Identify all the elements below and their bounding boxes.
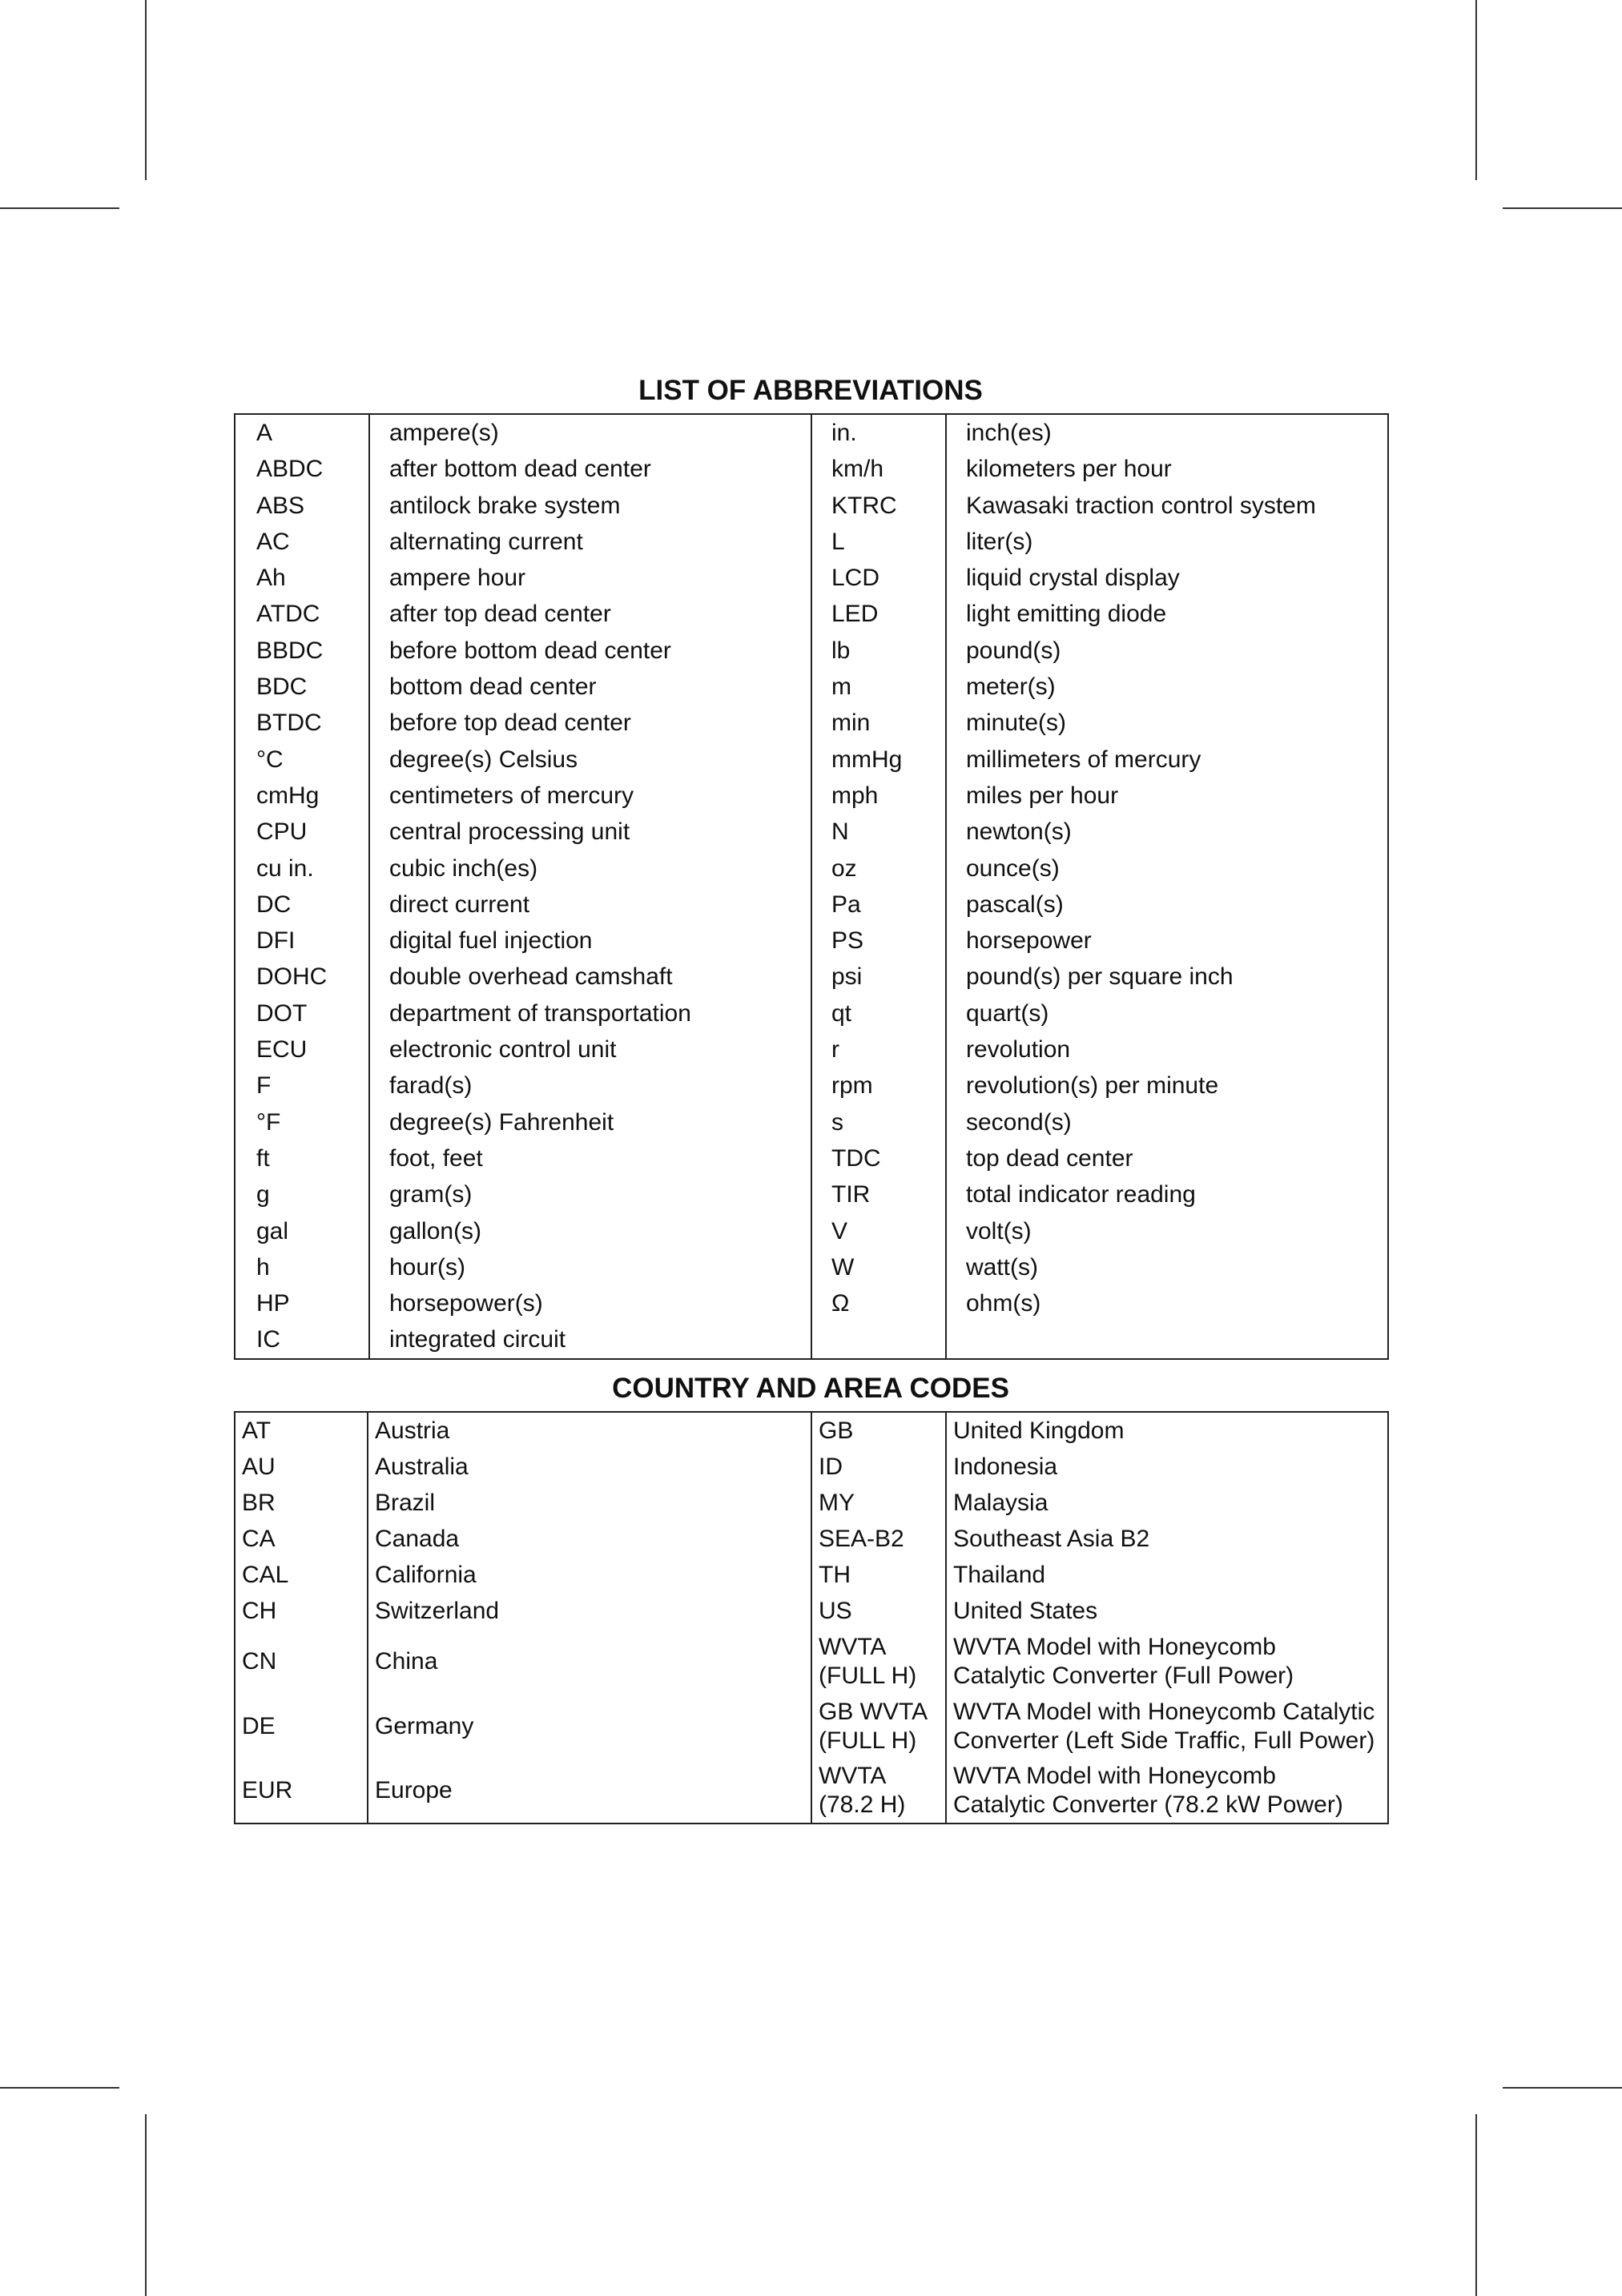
crop-mark xyxy=(1503,207,1622,209)
name-cell: Thailand xyxy=(946,1558,1388,1594)
abbreviation-cell: HP xyxy=(235,1285,369,1321)
abbreviation-cell: mmHg xyxy=(811,742,946,778)
definition-cell: before top dead center xyxy=(369,705,811,741)
name-cell: Austria xyxy=(368,1412,811,1449)
name-cell: China xyxy=(368,1630,811,1694)
crop-mark xyxy=(145,2114,147,2296)
abbreviation-cell: lb xyxy=(811,633,946,669)
name-cell: Brazil xyxy=(368,1485,811,1521)
table-row xyxy=(235,524,1388,560)
definition-cell: antilock brake system xyxy=(369,488,811,524)
definition-cell: top dead center xyxy=(966,1144,1133,1172)
code-cell: DE xyxy=(235,1694,368,1758)
table-row xyxy=(235,1630,1388,1694)
table-row xyxy=(235,596,1388,632)
definition-cell: pascal(s) xyxy=(966,891,1064,918)
code-cell: CAL xyxy=(235,1558,368,1594)
definition-cell: gram(s) xyxy=(369,1176,811,1212)
abbreviations-table xyxy=(234,413,1389,1360)
name-cell: Australia xyxy=(368,1449,811,1485)
definition-cell: total indicator reading xyxy=(966,1181,1196,1208)
table-row xyxy=(235,1104,1388,1140)
abbreviation-cell: mph xyxy=(811,778,946,814)
definition-cell: before bottom dead center xyxy=(369,633,811,669)
abbreviation-cell: DOHC xyxy=(235,959,369,995)
definition-cell: horsepower(s) xyxy=(369,1285,811,1321)
definition-cell: millimeters of mercury xyxy=(966,746,1201,773)
definition-cell: liter(s) xyxy=(966,528,1033,555)
crop-mark xyxy=(0,2087,119,2089)
table-row xyxy=(235,705,1388,741)
table-row xyxy=(235,814,1388,850)
definition-cell: Kawasaki traction control system xyxy=(966,492,1316,519)
abbreviation-cell: Ah xyxy=(235,560,369,596)
abbreviation-cell: V xyxy=(811,1213,946,1249)
code-cell: BR xyxy=(235,1485,368,1521)
name-cell: California xyxy=(368,1558,811,1594)
definition-cell: department of transportation xyxy=(369,995,811,1031)
table-row xyxy=(235,1522,1388,1558)
abbreviation-cell: AC xyxy=(235,524,369,560)
name-cell: Germany xyxy=(368,1694,811,1758)
table-row xyxy=(235,995,1388,1031)
abbreviation-cell: in. xyxy=(811,414,946,451)
code-cell: SEA-B2 xyxy=(811,1522,946,1558)
definition-cell: meter(s) xyxy=(966,674,1056,701)
code-cell: AT xyxy=(235,1412,368,1449)
name-cell: Canada xyxy=(368,1522,811,1558)
table-row xyxy=(235,850,1388,887)
abbreviation-cell: min xyxy=(811,705,946,741)
abbreviation-cell: h xyxy=(235,1249,369,1285)
definition-cell: miles per hour xyxy=(966,782,1119,809)
definition-cell: central processing unit xyxy=(369,814,811,850)
code-cell: CH xyxy=(235,1594,368,1630)
table-row xyxy=(235,1449,1388,1485)
definition-cell: ampere(s) xyxy=(369,414,811,451)
definition-cell: volt(s) xyxy=(966,1217,1032,1245)
code-cell: CA xyxy=(235,1522,368,1558)
country-codes-title: COUNTRY AND AREA CODES xyxy=(612,1373,1009,1404)
crop-mark xyxy=(1503,2087,1622,2089)
name-cell: Southeast Asia B2 xyxy=(946,1522,1388,1558)
abbreviation-cell: Ω xyxy=(811,1285,946,1321)
abbreviation-cell: °F xyxy=(235,1104,369,1140)
abbreviation-cell: rpm xyxy=(811,1068,946,1104)
definition-cell: pound(s) xyxy=(966,637,1061,664)
table-row xyxy=(235,1068,1388,1104)
definition-cell: centimeters of mercury xyxy=(369,778,811,814)
abbreviation-cell: ABS xyxy=(235,488,369,524)
table-row xyxy=(235,1213,1388,1249)
table-row xyxy=(235,923,1388,959)
abbreviation-cell: qt xyxy=(811,995,946,1031)
abbreviation-cell: IC xyxy=(235,1321,369,1358)
definition-cell: hour(s) xyxy=(369,1249,811,1285)
definition-cell: integrated circuit xyxy=(369,1321,811,1358)
abbreviation-cell: ABDC xyxy=(235,451,369,487)
table-row xyxy=(235,488,1388,524)
name-cell: Indonesia xyxy=(946,1449,1388,1485)
name-cell: WVTA Model with Honeycomb Catalytic Converter (Left Side Traffic, Full Power) xyxy=(946,1694,1388,1758)
definition-cell: after top dead center xyxy=(369,596,811,632)
abbreviation-cell: PS xyxy=(811,923,946,959)
code-cell: GB WVTA (FULL H) xyxy=(811,1694,946,1758)
definition-cell: direct current xyxy=(369,887,811,923)
abbreviation-cell: N xyxy=(811,814,946,850)
abbreviation-cell: °C xyxy=(235,742,369,778)
definition-cell: second(s) xyxy=(966,1108,1072,1136)
table-row xyxy=(235,1412,1388,1449)
table-row xyxy=(235,1285,1388,1321)
definition-cell: cubic inch(es) xyxy=(369,850,811,887)
definition-cell xyxy=(946,1321,1388,1358)
abbreviation-cell: BTDC xyxy=(235,705,369,741)
definition-cell: gallon(s) xyxy=(369,1213,811,1249)
definition-cell: liquid crystal display xyxy=(966,565,1180,592)
table-row xyxy=(235,742,1388,778)
table-row xyxy=(235,1485,1388,1521)
definition-cell: bottom dead center xyxy=(369,669,811,705)
name-cell: Switzerland xyxy=(368,1594,811,1630)
abbreviation-cell: km/h xyxy=(811,451,946,487)
definition-cell: quart(s) xyxy=(966,999,1049,1027)
abbreviation-cell: LED xyxy=(811,596,946,632)
abbreviation-cell: g xyxy=(235,1176,369,1212)
definition-cell: ampere hour xyxy=(369,560,811,596)
abbreviation-cell: psi xyxy=(811,959,946,995)
crop-mark xyxy=(1475,2114,1477,2296)
abbreviation-cell: gal xyxy=(235,1213,369,1249)
code-cell: MY xyxy=(811,1485,946,1521)
table-row xyxy=(235,1249,1388,1285)
abbreviation-cell: TIR xyxy=(811,1176,946,1212)
name-cell: Europe xyxy=(368,1759,811,1824)
definition-cell: degree(s) Celsius xyxy=(369,742,811,778)
abbreviation-cell: BDC xyxy=(235,669,369,705)
abbreviation-cell: DFI xyxy=(235,923,369,959)
abbreviation-cell: W xyxy=(811,1249,946,1285)
table-row xyxy=(235,633,1388,669)
abbreviation-cell: ATDC xyxy=(235,596,369,632)
abbreviation-cell: CPU xyxy=(235,814,369,850)
name-cell: WVTA Model with Honeycomb Catalytic Converter (78.2 kW Power) xyxy=(946,1759,1388,1824)
crop-mark xyxy=(0,207,119,209)
abbreviation-cell: r xyxy=(811,1031,946,1068)
abbreviation-cell: s xyxy=(811,1104,946,1140)
abbreviation-cell xyxy=(811,1321,946,1358)
code-cell: WVTA (78.2 H) xyxy=(811,1759,946,1824)
table-row xyxy=(235,414,1388,451)
abbreviation-cell: DOT xyxy=(235,995,369,1031)
abbreviation-cell: DC xyxy=(235,887,369,923)
abbreviations-title: LIST OF ABBREVIATIONS xyxy=(638,375,983,406)
table-row xyxy=(235,887,1388,923)
code-cell: ID xyxy=(811,1449,946,1485)
definition-cell: alternating current xyxy=(369,524,811,560)
definition-cell: digital fuel injection xyxy=(369,923,811,959)
code-cell: AU xyxy=(235,1449,368,1485)
abbreviation-cell: A xyxy=(235,414,369,451)
definition-cell: ohm(s) xyxy=(966,1290,1041,1317)
definition-cell: revolution xyxy=(966,1036,1071,1064)
table-row xyxy=(235,1140,1388,1176)
name-cell: United States xyxy=(946,1594,1388,1630)
table-row xyxy=(235,1558,1388,1594)
table-row xyxy=(235,959,1388,995)
definition-cell: pound(s) per square inch xyxy=(966,963,1234,991)
definition-cell: revolution(s) per minute xyxy=(966,1072,1219,1100)
abbreviation-cell: m xyxy=(811,669,946,705)
definition-cell: ounce(s) xyxy=(966,854,1060,882)
name-cell: WVTA Model with Honeycomb Catalytic Converter (Full Power) xyxy=(946,1630,1388,1694)
definition-cell: double overhead camshaft xyxy=(369,959,811,995)
definition-cell: foot, feet xyxy=(369,1140,811,1176)
abbreviation-cell: L xyxy=(811,524,946,560)
table-row xyxy=(235,669,1388,705)
abbreviation-cell: cmHg xyxy=(235,778,369,814)
abbreviation-cell: ECU xyxy=(235,1031,369,1068)
table-row xyxy=(235,1031,1388,1068)
definition-cell: inch(es) xyxy=(966,420,1052,446)
abbreviation-cell: TDC xyxy=(811,1140,946,1176)
definition-cell: farad(s) xyxy=(369,1068,811,1104)
definition-cell: newton(s) xyxy=(966,818,1072,846)
table-row xyxy=(235,451,1388,487)
name-cell: Malaysia xyxy=(946,1485,1388,1521)
name-cell: United Kingdom xyxy=(946,1412,1388,1449)
definition-cell: after bottom dead center xyxy=(369,451,811,487)
table-row xyxy=(235,1176,1388,1212)
abbreviation-cell: F xyxy=(235,1068,369,1104)
table-row xyxy=(235,778,1388,814)
definition-cell: kilometers per hour xyxy=(966,456,1172,483)
country-codes-table xyxy=(234,1411,1389,1824)
code-cell: US xyxy=(811,1594,946,1630)
table-row xyxy=(235,560,1388,596)
abbreviation-cell: BBDC xyxy=(235,633,369,669)
definition-cell: horsepower xyxy=(966,927,1092,955)
definition-cell: minute(s) xyxy=(966,710,1067,737)
table-row xyxy=(235,1694,1388,1758)
code-cell: TH xyxy=(811,1558,946,1594)
code-cell: CN xyxy=(235,1630,368,1694)
code-cell: WVTA (FULL H) xyxy=(811,1630,946,1694)
table-row xyxy=(235,1759,1388,1824)
definition-cell: watt(s) xyxy=(966,1253,1038,1281)
code-cell: GB xyxy=(811,1412,946,1449)
table-row xyxy=(235,1594,1388,1630)
definition-cell: degree(s) Fahrenheit xyxy=(369,1104,811,1140)
abbreviation-cell: KTRC xyxy=(811,488,946,524)
crop-mark xyxy=(1475,0,1477,180)
definition-cell: light emitting diode xyxy=(966,601,1167,628)
table-row xyxy=(235,1321,1388,1358)
code-cell: EUR xyxy=(235,1759,368,1824)
abbreviation-cell: Pa xyxy=(811,887,946,923)
definition-cell: electronic control unit xyxy=(369,1031,811,1068)
abbreviation-cell: ft xyxy=(235,1140,369,1176)
crop-mark xyxy=(145,0,147,180)
abbreviation-cell: LCD xyxy=(811,560,946,596)
abbreviation-cell: cu in. xyxy=(235,850,369,887)
abbreviation-cell: oz xyxy=(811,850,946,887)
